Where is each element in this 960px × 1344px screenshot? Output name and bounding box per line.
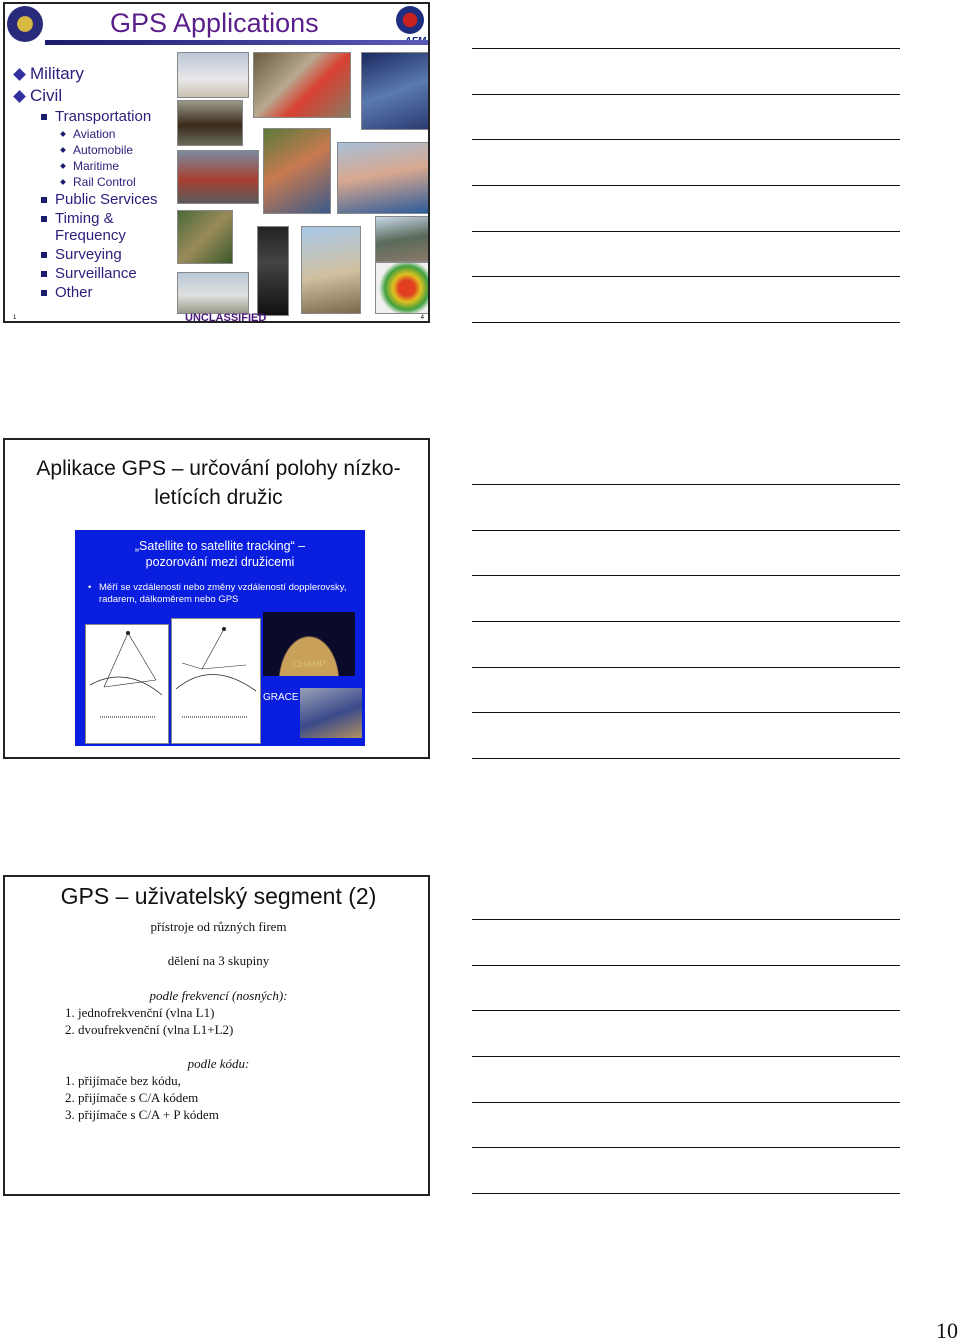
square-bullet-icon: [41, 114, 47, 120]
diagram-tracking-2: [171, 618, 261, 744]
note-line: [472, 965, 900, 966]
list-item: Timing & Frequency: [41, 210, 158, 244]
note-line: [472, 484, 900, 485]
grace-label: GRACE: [263, 692, 299, 703]
slide-low-orbit-positioning: [3, 438, 430, 759]
photo-snowplow: [177, 52, 249, 98]
note-line: [472, 94, 900, 95]
photo-gps-handheld: [257, 226, 289, 316]
square-bullet-icon: [41, 271, 47, 277]
note-line: [472, 276, 900, 277]
photo-weather-map: [375, 262, 430, 314]
note-line: [472, 758, 900, 759]
square-bullet-icon: [41, 216, 47, 222]
note-line: [472, 712, 900, 713]
list-item: 1. přijímače bez kódu,: [65, 1073, 181, 1088]
photo-plane: [177, 272, 249, 314]
logo-icon: [396, 6, 424, 34]
diamond-bullet-icon: [13, 90, 26, 103]
photo-vehicle-driver: [375, 216, 430, 262]
note-line: [472, 1102, 900, 1103]
photo-soldiers: [361, 52, 430, 130]
note-line: [472, 667, 900, 668]
code-heading: podle kódu:: [187, 1056, 250, 1071]
diamond-bullet-icon: [60, 131, 66, 137]
list-item: Surveillance: [41, 265, 158, 282]
diamond-bullet-icon: [13, 68, 26, 81]
photo-emergency-vehicle: [253, 52, 351, 118]
slide-user-segment: [3, 875, 430, 1196]
note-line: [472, 1010, 900, 1011]
champ-label: CHAMP: [293, 659, 326, 669]
photo-hikers: [263, 128, 331, 214]
title-bar: [45, 40, 428, 45]
note-line: [472, 1056, 900, 1057]
diamond-bullet-icon: [60, 163, 66, 169]
note-line: [472, 231, 900, 232]
note-line: [472, 185, 900, 186]
diamond-bullet-icon: [60, 179, 66, 185]
note-line: [472, 621, 900, 622]
slide-number-left: 1: [13, 315, 17, 321]
photo-aerial-map: [177, 210, 233, 264]
diamond-bullet-icon: [60, 147, 66, 153]
page-number: 10: [936, 1318, 958, 1343]
emblem-icon: [7, 6, 43, 42]
list-item: Military: [15, 64, 158, 84]
panel-bullet: • Měří se vzdálenosti nebo změny vzdáleností dopplerovsky, radarem, dálkoměrem nebo GPS: [99, 582, 359, 606]
square-bullet-icon: [41, 197, 47, 203]
note-line: [472, 1193, 900, 1194]
note-line: [472, 575, 900, 576]
list-item: 3. přijímače s C/A + P kódem: [65, 1107, 219, 1122]
list-item: Public Services: [41, 191, 158, 208]
square-bullet-icon: [41, 290, 47, 296]
photo-moose: [177, 100, 243, 146]
orbit-diagram-icon: [172, 619, 260, 743]
note-line: [472, 48, 900, 49]
orbit-diagram-icon: [86, 625, 168, 743]
photo-trucks: [177, 150, 259, 204]
list-item: 2. dvoufrekvenční (vlna L1+L2): [65, 1022, 234, 1037]
list-item: 2. přijímače s C/A kódem: [65, 1090, 199, 1105]
note-line: [472, 530, 900, 531]
list-item: Other: [41, 284, 158, 301]
slide-number-right: 4: [420, 315, 424, 321]
slide-title: GPS – uživatelský segment (2): [60, 883, 377, 909]
text-line: dělení na 3 skupiny: [167, 953, 270, 968]
panel-title: „Satellite to satellite tracking“ – pozorování mezi družicemi: [134, 539, 306, 569]
note-line: [472, 322, 900, 323]
bullet-list: [15, 64, 158, 303]
grace-satellite-image: [300, 688, 362, 738]
list-item: Aviation: [61, 127, 158, 141]
square-bullet-icon: [41, 252, 47, 258]
slide-title: Aplikace GPS – určování polohy nízko- letících družic: [36, 457, 401, 509]
list-item: Automobile: [61, 143, 158, 157]
text-line: přístroje od různých firem: [150, 919, 287, 934]
note-line: [472, 919, 900, 920]
content-panel: [75, 530, 365, 746]
list-item: 1. jednofrekvenční (vlna L1): [65, 1005, 215, 1020]
list-item: Rail Control: [61, 175, 158, 189]
list-item: Maritime: [61, 159, 158, 173]
photo-boaters: [337, 142, 430, 214]
note-line: [472, 139, 900, 140]
note-line: [472, 1147, 900, 1148]
classification-footer: UNCLASSIFIED: [185, 312, 267, 323]
photo-surveying: [301, 226, 361, 314]
freq-heading: podle frekvencí (nosných):: [149, 988, 288, 1003]
diagram-tracking-1: [85, 624, 169, 744]
list-item: Surveying: [41, 246, 158, 263]
list-item: Civil: [15, 86, 158, 106]
list-item: Transportation: [41, 108, 158, 125]
slide-gps-applications: [3, 2, 430, 323]
slide-title: GPS Applications: [110, 8, 319, 38]
